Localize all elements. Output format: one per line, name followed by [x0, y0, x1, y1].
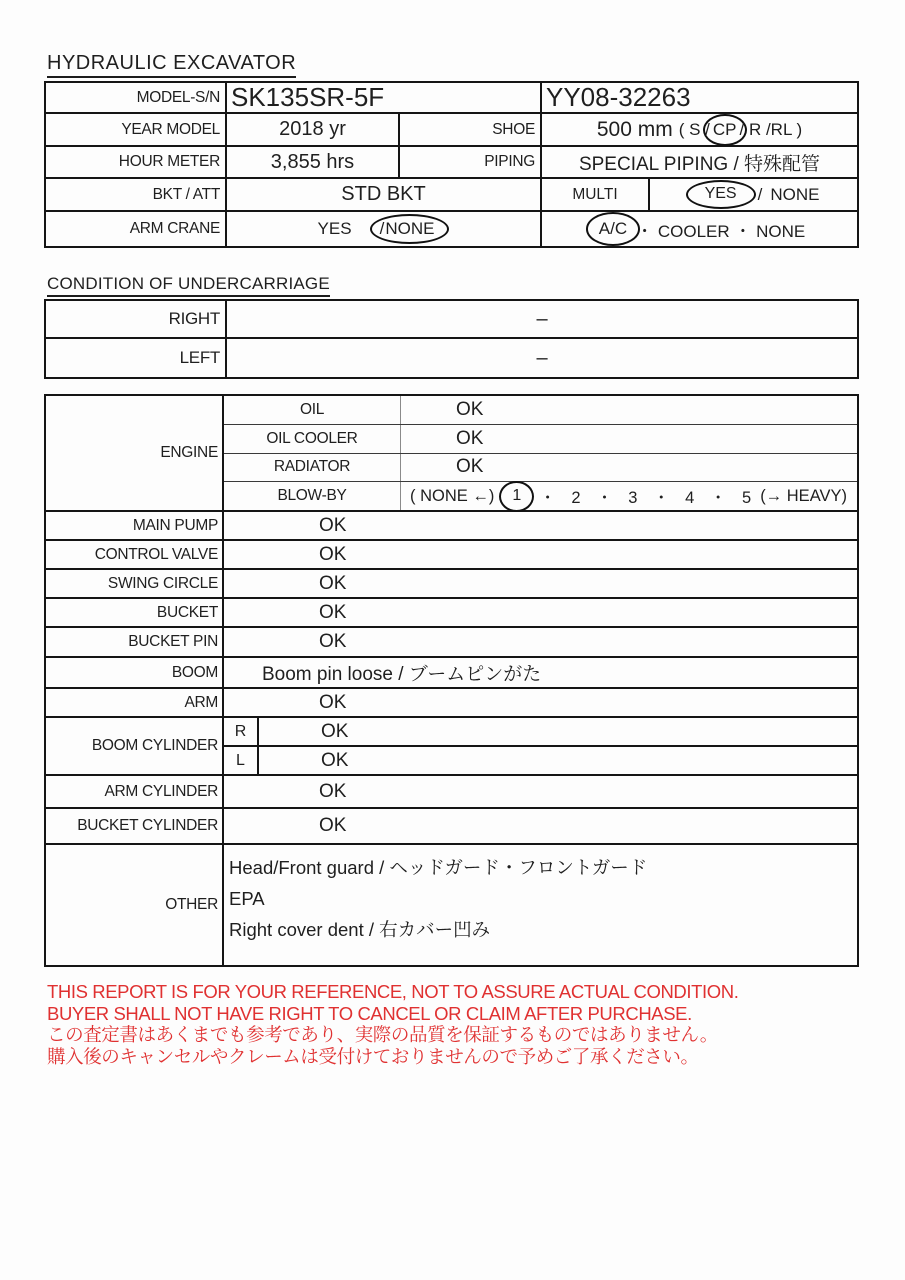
boom-label: BOOM: [46, 658, 224, 687]
bucket-cylinder-label: BUCKET CYLINDER: [46, 809, 224, 843]
swing-circle-value: OK: [319, 572, 347, 594]
engine-oil-row: [224, 396, 857, 424]
undercarriage-row-left: [46, 339, 857, 377]
arm-cylinder-value: OK: [319, 780, 347, 802]
condition-table: [44, 394, 859, 967]
arm-crane-yes: YES: [317, 219, 352, 238]
boom-cylinder-r-row: [224, 718, 857, 745]
shoe-options-close: / R /RL ): [739, 119, 803, 139]
boom-cylinder-r-label: R: [224, 718, 259, 745]
control-valve-label: CONTROL VALVE: [46, 541, 224, 568]
ac-circle: A/C: [586, 212, 640, 246]
boom-cylinder-group-row: [46, 718, 857, 776]
arm-row: [46, 689, 857, 718]
arm-label: ARM: [46, 689, 224, 716]
spec-row-year-shoe: [46, 114, 857, 147]
swing-circle-row: [46, 570, 857, 599]
model-sn-label: MODEL-S/N: [46, 83, 227, 112]
multi-slash: /: [757, 184, 763, 204]
bucket-value: OK: [319, 601, 347, 623]
main-pump-value: OK: [319, 514, 347, 536]
blowby-scale: ・ 2 ・ 3 ・ 4 ・ 5: [539, 489, 753, 508]
year-model-label: YEAR MODEL: [46, 114, 227, 145]
engine-label: ENGINE: [46, 396, 224, 510]
undercarriage-title: CONDITION OF UNDERCARRIAGE: [47, 274, 330, 297]
bucket-pin-label: BUCKET PIN: [46, 628, 224, 656]
model-value: SK135SR-5F: [227, 83, 542, 112]
cooler-options: ・ COOLER ・ NONE: [636, 221, 806, 241]
arm-cylinder-row: [46, 776, 857, 809]
disclaimer-line-1: THIS REPORT IS FOR YOUR REFERENCE, NOT TO ASSURE ACTUAL CONDITION.: [47, 981, 739, 1002]
bucket-label: BUCKET: [46, 599, 224, 626]
hour-meter-value: 3,855 hrs: [227, 147, 400, 177]
shoe-selected-circle: CP: [703, 114, 747, 146]
control-valve-row: [46, 541, 857, 570]
arm-crane-slash: /: [379, 219, 385, 238]
bucket-pin-row: [46, 628, 857, 658]
other-label: OTHER: [46, 845, 224, 965]
bucket-pin-value: OK: [319, 631, 347, 652]
blowby-heavy-end: (→ HEAVY): [760, 486, 847, 505]
arm-crane-label: ARM CRANE: [46, 212, 227, 246]
multi-yes-circle: YES: [686, 180, 756, 209]
bucket-cylinder-value: OK: [319, 815, 347, 836]
piping-value: SPECIAL PIPING / 特殊配管: [578, 153, 821, 175]
multi-value: [650, 179, 857, 210]
undercarriage-left-label: LEFT: [46, 339, 227, 377]
disclaimer-line-2: BUYER SHALL NOT HAVE RIGHT TO CANCEL OR CLAIM AFTER PURCHASE.: [47, 1002, 692, 1024]
blowby-none-end: ( NONE ←): [410, 486, 495, 505]
engine-oil-cooler-label: OIL COOLER: [224, 425, 401, 453]
boom-cylinder-r-value: OK: [321, 720, 349, 742]
arm-crane-none-circle: NONE: [370, 214, 449, 244]
other-value: [224, 845, 857, 965]
serial-value: YY08-32263: [546, 82, 691, 112]
other-line-2: EPA: [229, 888, 265, 909]
boom-cylinder-subrows: [224, 718, 857, 774]
arm-cylinder-label: ARM CYLINDER: [46, 776, 224, 807]
engine-radiator-label: RADIATOR: [224, 454, 401, 482]
other-row: [46, 845, 857, 965]
page-title: HYDRAULIC EXCAVATOR: [47, 52, 296, 78]
other-line-3: Right cover dent / 右カバー凹み: [229, 919, 491, 940]
multi-label: MULTI: [542, 179, 650, 210]
engine-oil-label: OIL: [224, 396, 401, 424]
blowby-rating-circle: 1: [499, 481, 534, 512]
boom-cylinder-l-label: L: [224, 747, 259, 774]
spec-table: [44, 81, 859, 248]
other-line-1: Head/Front guard / ヘッドガード・フロントガード: [229, 857, 648, 878]
disclaimer-line-4: 購入後のキャンセルやクレームは受付けておりませんので予めご了承ください。: [47, 1045, 699, 1067]
spec-row-bkt-multi: [46, 179, 857, 212]
boom-cylinder-l-value: OK: [321, 749, 349, 771]
engine-blowby-row: [224, 481, 857, 510]
engine-radiator-row: [224, 453, 857, 482]
bucket-row: [46, 599, 857, 628]
undercarriage-right-value: –: [536, 307, 548, 330]
hour-meter-label: HOUR METER: [46, 147, 227, 177]
spec-row-arm-crane: [46, 212, 857, 246]
undercarriage-left-value: –: [536, 346, 548, 369]
main-pump-row: [46, 512, 857, 541]
boom-value: Boom pin loose / ブームピンがた: [262, 664, 542, 685]
engine-oil-cooler-row: [224, 424, 857, 453]
engine-oil-cooler-value: OK: [456, 427, 484, 449]
multi-none: NONE: [770, 184, 820, 204]
cooler-value: [542, 212, 857, 246]
bucket-cylinder-row: [46, 809, 857, 845]
spec-row-model: [46, 83, 857, 114]
engine-oil-value: OK: [456, 398, 484, 420]
bkt-att-label: BKT / ATT: [46, 179, 227, 210]
arm-crane-value: [227, 212, 542, 246]
bkt-att-value: STD BKT: [227, 179, 542, 210]
engine-blowby-value: [401, 482, 857, 510]
boom-row: [46, 658, 857, 689]
undercarriage-right-label: RIGHT: [46, 301, 227, 337]
boom-cylinder-l-row: [224, 745, 857, 774]
shoe-value: [542, 114, 857, 145]
engine-group-row: [46, 396, 857, 512]
undercarriage-table: [44, 299, 859, 379]
shoe-options-open: ( S /: [678, 119, 710, 139]
piping-label: PIPING: [400, 147, 542, 177]
shoe-label: SHOE: [400, 114, 542, 145]
swing-circle-label: SWING CIRCLE: [46, 570, 224, 597]
main-pump-label: MAIN PUMP: [46, 512, 224, 539]
engine-subrows: [224, 396, 857, 510]
disclaimer-line-3: この査定書はあくまでも参考であり、実際の品質を保証するものではありません。: [47, 1024, 718, 1045]
undercarriage-row-right: [46, 301, 857, 339]
shoe-size: 500 mm: [596, 117, 673, 141]
control-valve-value: OK: [319, 543, 347, 565]
boom-cylinder-label: BOOM CYLINDER: [46, 718, 224, 774]
disclaimer-block: [47, 981, 859, 1067]
year-model-value: 2018 yr: [227, 114, 400, 145]
spec-row-hour-piping: [46, 147, 857, 179]
arm-value: OK: [319, 691, 347, 713]
engine-radiator-value: OK: [456, 456, 484, 478]
engine-blowby-label: BLOW-BY: [224, 482, 401, 510]
